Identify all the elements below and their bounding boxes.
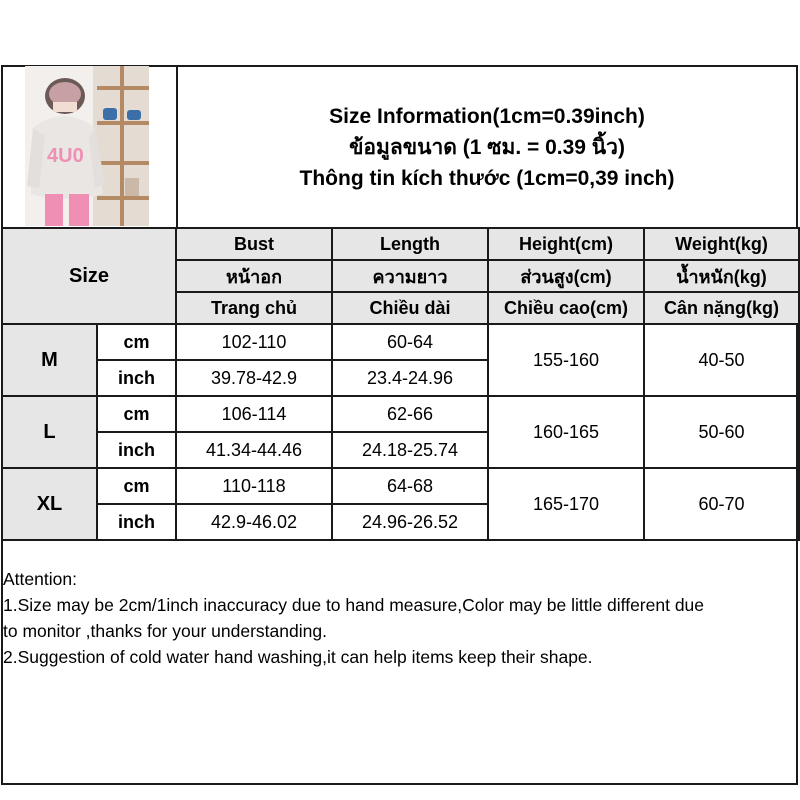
- height-header-en: Height(cm): [488, 228, 644, 260]
- size-m-label: M: [2, 324, 97, 396]
- weight-value: 60-70: [644, 468, 799, 540]
- unit-inch: inch: [97, 360, 176, 396]
- length-inch-value: 24.96-26.52: [332, 504, 488, 540]
- height-value: 155-160: [488, 324, 644, 396]
- unit-cm: cm: [97, 324, 176, 360]
- length-inch-value: 24.18-25.74: [332, 432, 488, 468]
- header-title-en: Size Information(1cm=0.39inch): [329, 104, 645, 128]
- height-header-vi: Chiều cao(cm): [488, 292, 644, 324]
- size-xl-label: XL: [2, 468, 97, 540]
- bust-header-en: Bust: [176, 228, 332, 260]
- note-line-1-continued: to monitor ,thanks for your understanding.: [3, 621, 327, 641]
- size-information-header: [176, 67, 796, 227]
- attention-notes: [3, 566, 795, 670]
- bust-cm-value: 106-114: [176, 396, 332, 432]
- product-photo: [25, 66, 149, 226]
- length-header-vi: Chiều dài: [332, 292, 488, 324]
- header-title-vi: Thông tin kích thước (1cm=0,39 inch): [299, 166, 675, 190]
- weight-value: 50-60: [644, 396, 799, 468]
- length-cm-value: 60-64: [332, 324, 488, 360]
- sweatshirt-text: 4U0: [47, 145, 84, 167]
- bust-inch-value: 39.78-42.9: [176, 360, 332, 396]
- note-line-2: 2.Suggestion of cold water hand washing,it can help items keep their shape.: [3, 647, 593, 667]
- product-photo-illustration: [25, 66, 149, 226]
- length-inch-value: 23.4-24.96: [332, 360, 488, 396]
- length-cm-value: 64-68: [332, 468, 488, 504]
- length-cm-value: 62-66: [332, 396, 488, 432]
- unit-cm: cm: [97, 468, 176, 504]
- header-title-th: ข้อมูลขนาด (1 ซม. = 0.39 นิ้ว): [349, 135, 625, 159]
- weight-header-vi: Cân nặng(kg): [644, 292, 799, 324]
- bust-inch-value: 42.9-46.02: [176, 504, 332, 540]
- height-value: 165-170: [488, 468, 644, 540]
- weight-value: 40-50: [644, 324, 799, 396]
- unit-inch: inch: [97, 504, 176, 540]
- length-header-en: Length: [332, 228, 488, 260]
- bust-cm-value: 102-110: [176, 324, 332, 360]
- bust-header-th: หน้าอก: [176, 260, 332, 292]
- size-header: Size: [2, 228, 176, 324]
- notes-title: Attention:: [3, 569, 77, 589]
- length-header-th: ความยาว: [332, 260, 488, 292]
- height-value: 160-165: [488, 396, 644, 468]
- weight-header-th: น้ำหนัก(kg): [644, 260, 799, 292]
- bust-inch-value: 41.34-44.46: [176, 432, 332, 468]
- size-table: [1, 227, 800, 541]
- bust-header-vi: Trang chủ: [176, 292, 332, 324]
- size-l-label: L: [2, 396, 97, 468]
- unit-inch: inch: [97, 432, 176, 468]
- note-line-1: 1.Size may be 2cm/1inch inaccuracy due to hand measure,Color may be little different due: [3, 595, 705, 615]
- bust-cm-value: 110-118: [176, 468, 332, 504]
- weight-header-en: Weight(kg): [644, 228, 799, 260]
- height-header-th: ส่วนสูง(cm): [488, 260, 644, 292]
- unit-cm: cm: [97, 396, 176, 432]
